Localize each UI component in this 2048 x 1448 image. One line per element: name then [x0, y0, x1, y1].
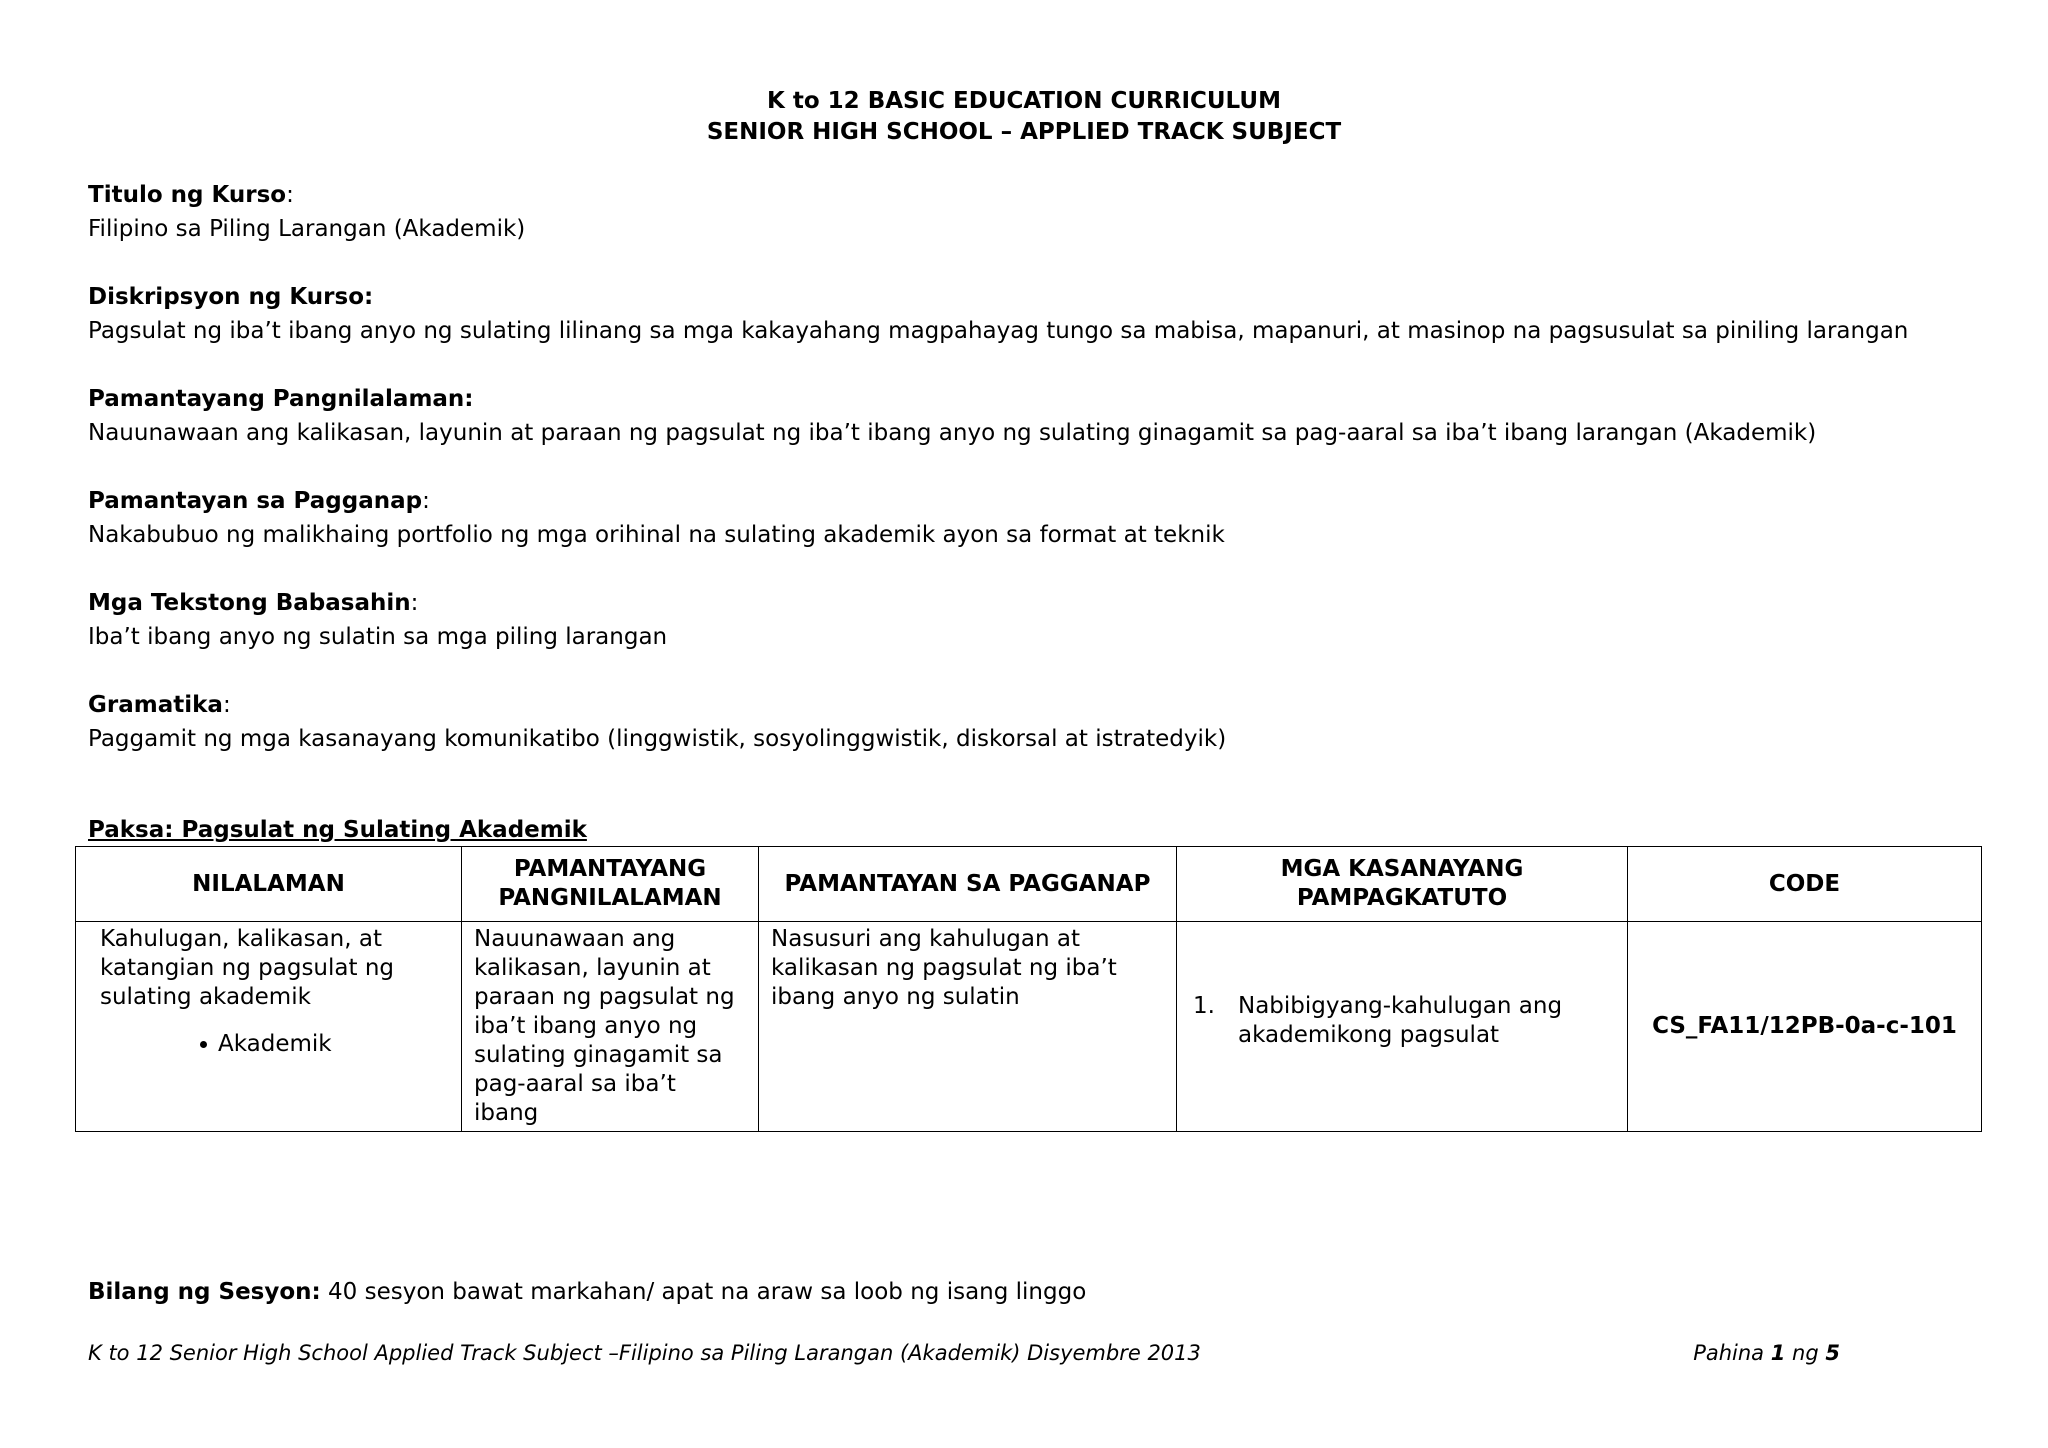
- titulo-label: Titulo ng Kurso: [88, 182, 287, 208]
- bullet-item: [100, 1030, 449, 1059]
- cell-nilalaman: [76, 922, 462, 1132]
- cell-code: CS_FA11/12PB-0a-c-101: [1628, 922, 1982, 1132]
- teksto-value: Iba’t ibang anyo ng sulatin sa mga piling larangan: [88, 624, 668, 650]
- diskripsyon-value: Pagsulat ng iba’t ibang anyo ng sulating lilinang sa mga kakayahang magpahayag tungo sa mabisa, mapanuri, at masinop na pagsusulat sa piniling larangan: [88, 318, 1909, 344]
- section-pagganap: [88, 484, 1968, 552]
- nilalaman-text: Kahulugan, kalikasan, at katangian ng pagsulat ng sulating akademik: [100, 926, 395, 1010]
- gramatika-value: Paggamit ng mga kasanayang komunikatibo (linggwistik, sosyolinggwistik, diskorsal at istratedyik): [88, 726, 1227, 752]
- section-pangnilalaman: [88, 382, 1968, 450]
- sessions-label: Bilang ng Sesyon:: [88, 1279, 321, 1305]
- section-gramatika: [88, 688, 1968, 756]
- gramatika-label: Gramatika: [88, 692, 223, 718]
- col-header-kasanayan: MGA KASANAYANG PAMPAGKATUTO: [1177, 847, 1628, 922]
- page-header: [0, 86, 2048, 148]
- numbered-item: [1193, 992, 1615, 1050]
- kasanayan-text: Nabibigyang-kahulugan ang akademikong pagsulat: [1238, 993, 1563, 1048]
- page-word: Pahina: [1693, 1341, 1765, 1365]
- teksto-label: Mga Tekstong Babasahin: [88, 590, 411, 616]
- page-footer: [88, 1339, 1840, 1367]
- header-subtitle: SENIOR HIGH SCHOOL – APPLIED TRACK SUBJECT: [706, 119, 1342, 145]
- sessions-line: [88, 1277, 1086, 1307]
- colon: :: [422, 488, 430, 514]
- pangnilalaman-label: Pamantayang Pangnilalaman:: [88, 386, 474, 412]
- current-page: 1: [1770, 1341, 1786, 1365]
- titulo-value: Filipino sa Piling Larangan (Akademik): [88, 216, 526, 242]
- table-header-row: [76, 847, 1982, 922]
- diskripsyon-label: Diskripsyon ng Kurso:: [88, 284, 374, 310]
- pagganap-value: Nakabubuo ng malikhaing portfolio ng mga orihinal na sulating akademik ayon sa format at teknik: [88, 522, 1225, 548]
- of-word: ng: [1792, 1341, 1819, 1365]
- section-diskripsyon: [88, 280, 1968, 348]
- pagganap-label: Pamantayan sa Pagganap: [88, 488, 423, 514]
- bullet-text: Akademik: [218, 1031, 332, 1057]
- topic-heading: Paksa: Pagsulat ng Sulating Akademik: [88, 817, 587, 843]
- cell-kasanayan: [1177, 922, 1628, 1132]
- cell-pangnilalaman: Nauunawaan ang kalikasan, layunin at paraan ng pagsulat ng iba’t ibang anyo ng sulating ginagamit sa pag-aaral sa iba’t ibang: [462, 922, 759, 1132]
- sessions-value: 40 sesyon bawat markahan/ apat na araw sa loob ng isang linggo: [328, 1279, 1087, 1305]
- section-titulo: [88, 178, 1968, 246]
- section-teksto: [88, 586, 1968, 654]
- cell-pagganap: Nasusuri ang kahulugan at kalikasan ng pagsulat ng iba’t ibang anyo ng sulatin: [759, 922, 1177, 1132]
- footer-text: K to 12 Senior High School Applied Track Subject –Filipino sa Piling Larangan (Akademik) Disyembre 2013: [88, 1341, 1201, 1365]
- table-row: [76, 922, 1982, 1132]
- col-header-pagganap: PAMANTAYAN SA PAGGANAP: [759, 847, 1177, 922]
- colon: :: [222, 692, 231, 718]
- colon: :: [410, 590, 419, 616]
- curriculum-table: [75, 846, 1982, 1132]
- total-pages: 5: [1825, 1341, 1840, 1365]
- pangnilalaman-value: Nauunawaan ang kalikasan, layunin at paraan ng pagsulat ng iba’t ibang anyo ng sulating ginagamit sa pag-aaral sa iba’t ibang larangan (Akademik): [88, 420, 1817, 446]
- col-header-nilalaman: NILALAMAN: [76, 847, 462, 922]
- header-title: K to 12 BASIC EDUCATION CURRICULUM: [767, 88, 1281, 114]
- item-number: 1.: [1193, 993, 1215, 1019]
- colon: :: [286, 182, 294, 208]
- col-header-pangnilalaman: PAMANTAYANG PANGNILALAMAN: [462, 847, 759, 922]
- col-header-code: CODE: [1628, 847, 1982, 922]
- page-number: [1693, 1339, 1840, 1367]
